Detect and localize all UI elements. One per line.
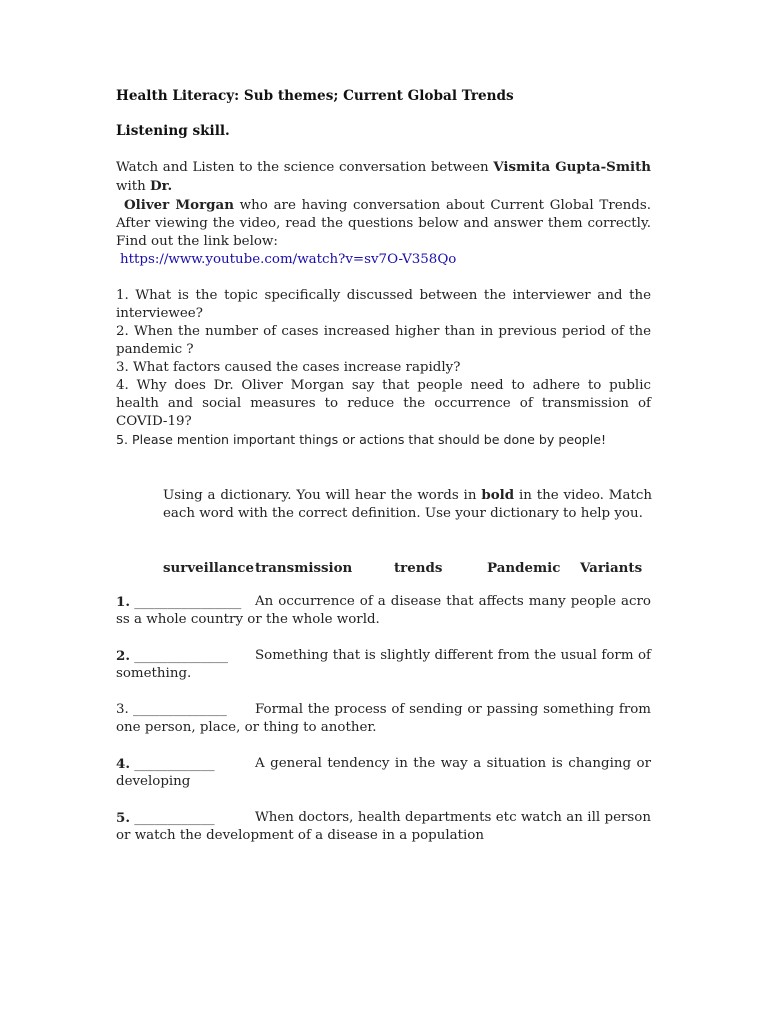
blank-line: ______________ <box>133 702 227 717</box>
question-item: 1. What is the topic specifically discussed between the interviewer and the interviewee? <box>116 288 651 321</box>
matching-item <box>116 755 651 791</box>
matching-item <box>116 647 651 683</box>
blank-line: ____________ <box>134 811 215 826</box>
word-bank-item: surveillance <box>163 560 254 576</box>
matching-item <box>116 593 651 629</box>
intro-text: with <box>116 179 151 194</box>
question-item: 2. When the number of cases increased higher than in previous period of the pandemic ? <box>116 324 651 357</box>
question-item: 3. What factors caused the cases increase rapidly? <box>116 360 461 375</box>
blank-line: ______________ <box>134 649 228 664</box>
definition-text: An occurrence of a disease that affects many people across a whole country or the whole world. <box>116 594 651 627</box>
matching-item <box>116 809 651 845</box>
instruction-text: Using a dictionary. You will hear the words in <box>163 488 482 503</box>
intro-paragraph <box>116 158 651 251</box>
speaker-title: Dr. <box>150 178 173 194</box>
item-number: 3. <box>116 702 129 717</box>
section-heading: Listening skill. <box>116 123 230 139</box>
item-number: 5. <box>116 810 130 826</box>
answer-blank[interactable] <box>116 809 215 828</box>
blank-line: ____________ <box>134 757 215 772</box>
intro-text: Watch and Listen to the science conversation between <box>116 160 494 175</box>
definition-text: A general tendency in the way a situation is changing or developing <box>116 756 651 789</box>
item-number: 1. <box>116 594 130 610</box>
question-list <box>116 287 651 449</box>
definition-text: Formal the process of sending or passing something from one person, place, or thing to another. <box>116 702 651 735</box>
item-number: 2. <box>116 648 130 664</box>
definition-text: Something that is slightly different from the usual form of something. <box>116 648 651 681</box>
intro-text: who are having conversation about Current Global Trends. After viewing the video, read the questions below and answer them correctly. Find out the link below: <box>116 198 651 249</box>
instruction-bold-word: bold <box>481 487 515 503</box>
video-link[interactable]: https://www.youtube.com/watch?v=sv7O-V358Qo <box>120 252 457 267</box>
word-bank-item: trends <box>394 560 443 576</box>
word-bank-item: Variants <box>580 560 643 576</box>
word-bank <box>116 560 651 578</box>
instruction-text: in the video. Match each word with the correct definition. Use your dictionary to help you. <box>163 488 652 521</box>
answer-blank[interactable] <box>116 755 215 774</box>
question-item: 5. Please mention important things or actions that should be done by people! <box>116 432 607 447</box>
word-bank-item: transmission <box>255 560 353 576</box>
word-bank-item: Pandemic <box>487 560 561 576</box>
answer-blank[interactable] <box>116 647 228 666</box>
answer-blank[interactable] <box>116 701 227 719</box>
speaker-name: Vismita Gupta-Smith <box>493 159 652 175</box>
instruction-paragraph <box>163 486 652 523</box>
definition-text: When doctors, health departments etc watch an ill person or watch the development of a disease in a population <box>116 810 651 843</box>
matching-item <box>116 701 651 737</box>
question-item: 4. Why does Dr. Oliver Morgan say that people need to adhere to public health and social measures to reduce the occurrence of transmission of COVID-19? <box>116 378 651 429</box>
speaker-name: Oliver Morgan <box>124 197 234 213</box>
document-body <box>116 87 651 863</box>
page-title: Health Literacy: Sub themes; Current Global Trends <box>116 88 514 104</box>
item-number: 4. <box>116 756 130 772</box>
blank-line: ________________ <box>134 595 242 610</box>
matching-list <box>116 593 651 845</box>
answer-blank[interactable] <box>116 593 241 612</box>
